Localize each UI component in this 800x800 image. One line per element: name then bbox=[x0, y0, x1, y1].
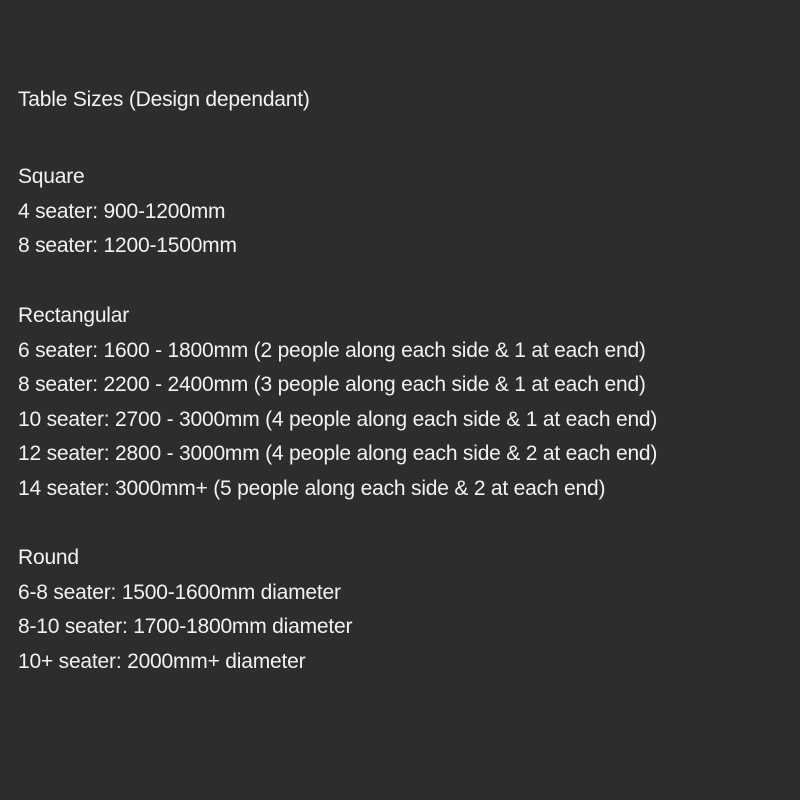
section-title-rectangular: Rectangular bbox=[18, 304, 130, 327]
size-line: 10 seater: 2700 - 3000mm (4 people along each side & 1 at each end) bbox=[18, 407, 658, 431]
section-title-square: Square bbox=[18, 165, 85, 188]
size-line: 8 seater: 2200 - 2400mm (3 people along each side & 1 at each end) bbox=[18, 373, 646, 397]
heading-note: (Design dependant) bbox=[123, 88, 310, 111]
size-line: 6-8 seater: 1500-1600mm diameter bbox=[18, 580, 341, 604]
section-round bbox=[18, 541, 798, 679]
section-rectangular bbox=[18, 299, 798, 507]
size-line: 10+ seater: 2000mm+ diameter bbox=[18, 649, 306, 673]
size-line: 8 seater: 1200-1500mm bbox=[18, 234, 237, 258]
size-line: 6 seater: 1600 - 1800mm (2 people along each side & 1 at each end) bbox=[18, 338, 646, 362]
size-line: 14 seater: 3000mm+ (5 people along each side & 2 at each end) bbox=[18, 476, 606, 500]
section-title-round: Round bbox=[18, 546, 79, 569]
heading-title: Table Sizes bbox=[18, 88, 124, 111]
size-line: 12 seater: 2800 - 3000mm (4 people along each side & 2 at each end) bbox=[18, 442, 658, 466]
size-line: 4 seater: 900-1200mm bbox=[18, 199, 226, 223]
section-square bbox=[18, 160, 798, 264]
page-heading bbox=[18, 86, 310, 114]
size-line: 8-10 seater: 1700-1800mm diameter bbox=[18, 615, 353, 639]
